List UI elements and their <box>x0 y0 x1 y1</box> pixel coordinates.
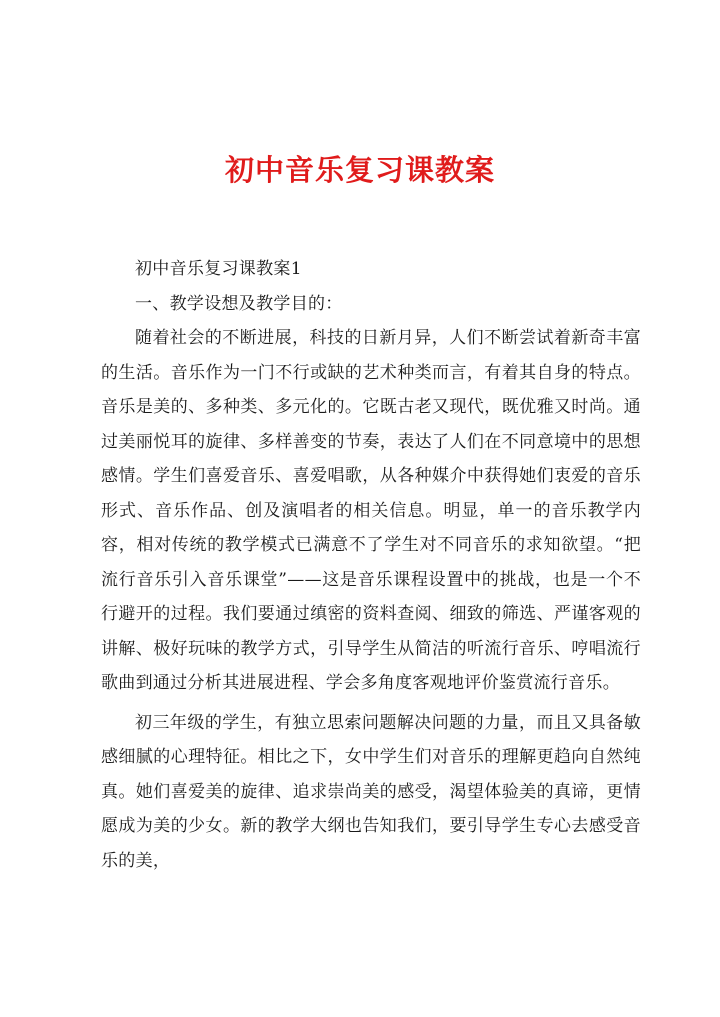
body-paragraph-2: 初三年级的学生，有独立思索问题解决问题的力量，而且又具备敏感细腻的心理特征。相比之下，女中学生们对音乐的理解更趋向自然纯真。她们喜爱美的旋律、追求崇尚美的感受，渴望体验美的真谛，更情愿成为美的少女。新的教学大纲也告知我们，要引导学生专心去感受音乐的美， <box>101 712 641 871</box>
lesson-subtitle: 初中音乐复习课教案1 <box>135 259 302 279</box>
document-body <box>101 252 641 883</box>
body-paragraph-1: 随着社会的不断进展，科技的日新月异，人们不断尝试着新奇丰富的生活。音乐作为一门不行或缺的艺术种类而言，有着其自身的特点。音乐是美的、多种类、多元化的。它既古老又现代，既优雅又时尚。通过美丽悦耳的旋律、多样善变的节奏，表达了人们在不同意境中的思想感情。学生们喜爱音乐、喜爱唱歌，从各种媒介中获得她们衷爱的音乐形式、音乐作品、创及演唱者的相关信息。明显，单一的音乐教学内容，相对传统的教学模式已满意不了学生对不同音乐的求知欲望。“把流行音乐引入音乐课堂”——这是音乐课程设置中的挑战，也是一个不行避开的过程。我们要通过缜密的资料查阅、细致的筛选、严谨客观的讲解、极好玩味的教学方式，引导学生从简洁的听流行音乐、哼唱流行歌曲到通过分析其进展进程、学会多角度客观地评价鉴赏流行音乐。 <box>101 328 641 693</box>
document-title: 初中音乐复习课教案 <box>224 153 495 187</box>
section-heading: 一、教学设想及教学目的： <box>135 293 343 314</box>
